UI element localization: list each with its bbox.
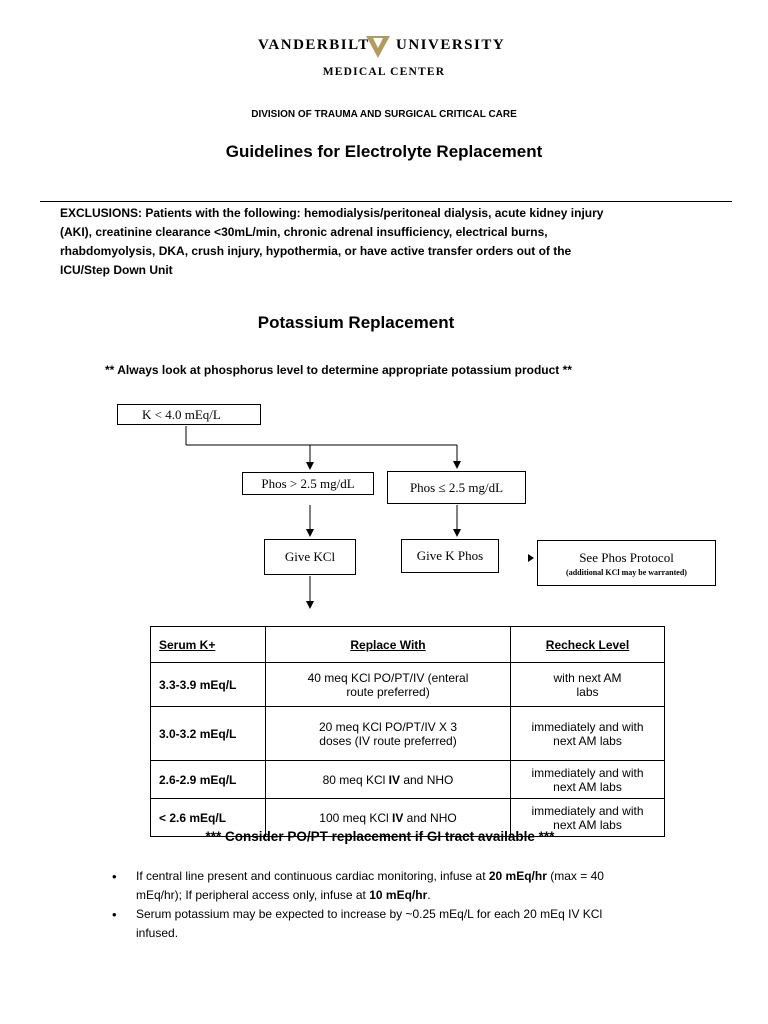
division-heading: DIVISION OF TRAUMA AND SURGICAL CRITICAL CARE xyxy=(251,109,517,120)
see-phos-box xyxy=(537,540,716,586)
consider-note: *** Consider PO/PT replacement if GI tract available *** xyxy=(205,829,555,844)
bullet-icon: • xyxy=(112,907,117,922)
see-phos-note: (additional KCl may be warranted) xyxy=(566,567,687,577)
table-row xyxy=(151,663,665,707)
arrow-to-see-phos xyxy=(528,554,534,562)
cell-replace xyxy=(266,761,511,799)
logo-vanderbilt: VANDERBILT xyxy=(258,37,370,53)
give-kcl-box: Give KCl xyxy=(264,539,356,575)
table-header-row xyxy=(151,627,665,663)
give-kphos-box: Give K Phos xyxy=(401,539,499,573)
potassium-table xyxy=(150,626,665,837)
phos-low-box: Phos ≤ 2.5 mg/dL xyxy=(387,471,526,504)
cell-level: < 2.6 mEq/L xyxy=(151,799,266,837)
cell-replace-pre: 80 meq KCl xyxy=(322,772,389,787)
see-phos-label: See Phos Protocol xyxy=(579,549,674,565)
cell-replace-post: and NHO xyxy=(403,810,457,825)
bullet-list xyxy=(112,867,632,943)
bullet-text-part: (max = 40 mEq/hr); If peripheral access only, infuse at xyxy=(136,869,604,902)
cell-replace: 20 meq KCl PO/PT/IV X 3 doses (IV route preferred) xyxy=(266,707,511,761)
cell-replace-pre: 100 meq KCl xyxy=(319,810,392,825)
cell-recheck: immediately and with next AM labs xyxy=(511,761,665,799)
cell-replace-route: IV xyxy=(392,810,404,825)
cell-replace-route: IV xyxy=(388,772,400,787)
bullet-expected-increase: Serum potassium may be expected to increase by ~0.25 mEq/L for each 20 mEq IV KCl infused. xyxy=(136,907,603,940)
phosphorus-note: ** Always look at phosphorus level to determine appropriate potassium product ** xyxy=(105,363,572,377)
bullet-text-part: If central line present and continuous cardiac monitoring, infuse at xyxy=(136,869,489,883)
section-title: Potassium Replacement xyxy=(257,313,455,332)
header-serum-k: Serum K+ xyxy=(151,627,266,663)
bullet-infusion-rate xyxy=(136,867,632,905)
logo-medical-center: MEDICAL CENTER xyxy=(322,66,446,78)
cell-recheck: with next AM labs xyxy=(511,663,665,707)
bullet-peripheral-rate: 10 mEq/hr xyxy=(369,888,428,902)
page-title: Guidelines for Electrolyte Replacement xyxy=(225,142,543,161)
phos-high-box: Phos > 2.5 mg/dL xyxy=(242,472,374,495)
cell-recheck: immediately and with next AM labs xyxy=(511,707,665,761)
cell-recheck: immediately and with next AM labs xyxy=(511,799,665,837)
k-condition-box: K < 4.0 mEq/L xyxy=(117,404,261,425)
cell-replace: 40 meq KCl PO/PT/IV (enteral route preferred) xyxy=(266,663,511,707)
table-row xyxy=(151,707,665,761)
cell-level: 2.6-2.9 mEq/L xyxy=(151,761,266,799)
list-item xyxy=(112,905,632,943)
cell-level: 3.0-3.2 mEq/L xyxy=(151,707,266,761)
exclusions-text: EXCLUSIONS: Patients with the following: hemodialysis/peritoneal dialysis, acute kidney injury (AKI), creatinine clearance <30mL/min, chronic adrenal insufficiency, electrical burns, rhabdomyolysis, DKA, crush injury, hypothermia, or have active transfer orders out of the ICU/Step Down Unit xyxy=(60,206,604,277)
bullet-icon: • xyxy=(112,869,117,884)
table-row xyxy=(151,761,665,799)
cell-level: 3.3-3.9 mEq/L xyxy=(151,663,266,707)
logo-university: UNIVERSITY xyxy=(396,37,506,53)
bullet-text-part: . xyxy=(427,888,431,902)
list-item xyxy=(112,867,632,905)
header-replace-with: Replace With xyxy=(266,627,511,663)
bullet-central-rate: 20 mEq/hr xyxy=(488,869,547,883)
header-recheck-level: Recheck Level xyxy=(511,627,665,663)
cell-replace-post: and NHO xyxy=(400,772,454,787)
